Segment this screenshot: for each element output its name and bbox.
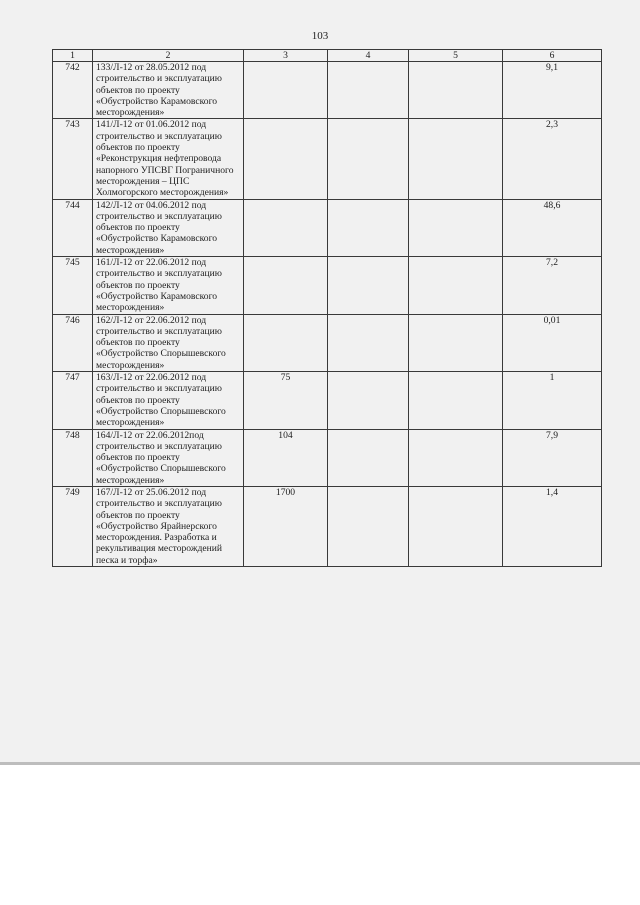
row-number: 744 — [53, 199, 93, 256]
row-col6: 7,2 — [503, 257, 602, 314]
table-row — [53, 62, 602, 119]
header-cell: 6 — [503, 50, 602, 62]
header-cell: 4 — [328, 50, 409, 62]
row-col5 — [409, 486, 503, 566]
row-col5 — [409, 62, 503, 119]
row-col4 — [328, 486, 409, 566]
row-number: 745 — [53, 257, 93, 314]
row-col4 — [328, 62, 409, 119]
row-description: 141/Л-12 от 01.06.2012 под строительство и эксплуатацию объектов по проекту «Реконструкция нефтепровода напорного УПСВГ Пограничного месторождения – ЦПС Холмогорского месторождения» — [93, 119, 244, 199]
row-description: 161/Л-12 от 22.06.2012 под строительство и эксплуатацию объектов по проекту «Обустройство Карамовского месторождения» — [93, 257, 244, 314]
table-row — [53, 429, 602, 486]
table-row — [53, 314, 602, 371]
table-header — [53, 50, 602, 62]
row-col5 — [409, 119, 503, 199]
row-col6: 0,01 — [503, 314, 602, 371]
row-col5 — [409, 372, 503, 429]
row-col5 — [409, 199, 503, 256]
row-col3 — [244, 314, 328, 371]
row-description: 142/Л-12 от 04.06.2012 под строительство и эксплуатацию объектов по проекту «Обустройство Карамовского месторождения» — [93, 199, 244, 256]
table-body — [53, 62, 602, 567]
row-col3 — [244, 199, 328, 256]
row-number: 747 — [53, 372, 93, 429]
table-row — [53, 372, 602, 429]
row-col6: 9,1 — [503, 62, 602, 119]
row-col6: 7,9 — [503, 429, 602, 486]
header-cell: 2 — [93, 50, 244, 62]
row-number: 748 — [53, 429, 93, 486]
table-row — [53, 119, 602, 199]
row-col4 — [328, 119, 409, 199]
row-col3 — [244, 62, 328, 119]
table-row — [53, 257, 602, 314]
row-col4 — [328, 314, 409, 371]
row-number: 742 — [53, 62, 93, 119]
row-col3: 104 — [244, 429, 328, 486]
table-row — [53, 199, 602, 256]
row-col6: 1,4 — [503, 486, 602, 566]
row-col4 — [328, 429, 409, 486]
row-col6: 48,6 — [503, 199, 602, 256]
row-col4 — [328, 199, 409, 256]
table-row — [53, 486, 602, 566]
row-description: 162/Л-12 от 22.06.2012 под строительство и эксплуатацию объектов по проекту «Обустройство Спорышевского месторождения» — [93, 314, 244, 371]
header-row — [53, 50, 602, 62]
row-number: 749 — [53, 486, 93, 566]
row-col5 — [409, 314, 503, 371]
header-cell: 3 — [244, 50, 328, 62]
row-col5 — [409, 257, 503, 314]
row-col5 — [409, 429, 503, 486]
header-cell: 5 — [409, 50, 503, 62]
page-number: 103 — [311, 30, 329, 42]
row-description: 164/Л-12 от 22.06.2012под строительство и эксплуатацию объектов по проекту «Обустройство Спорышевского месторождения» — [93, 429, 244, 486]
header-cell: 1 — [53, 50, 93, 62]
row-description: 133/Л-12 от 28.05.2012 под строительство и эксплуатацию объектов по проекту «Обустройство Карамовского месторождения» — [93, 62, 244, 119]
row-col6: 1 — [503, 372, 602, 429]
registry-table — [52, 49, 602, 567]
row-number: 743 — [53, 119, 93, 199]
row-col6: 2,3 — [503, 119, 602, 199]
row-col3: 75 — [244, 372, 328, 429]
row-col3 — [244, 257, 328, 314]
row-col4 — [328, 257, 409, 314]
row-description: 163/Л-12 от 22.06.2012 под строительство и эксплуатацию объектов по проекту «Обустройство Спорышевского месторождения» — [93, 372, 244, 429]
row-col4 — [328, 372, 409, 429]
row-col3: 1700 — [244, 486, 328, 566]
row-col3 — [244, 119, 328, 199]
row-description: 167/Л-12 от 25.06.2012 под строительство и эксплуатацию объектов по проекту «Обустройство Ярайнерского месторождения. Разработка и рекультивация месторождений песка и торфа» — [93, 486, 244, 566]
row-number: 746 — [53, 314, 93, 371]
